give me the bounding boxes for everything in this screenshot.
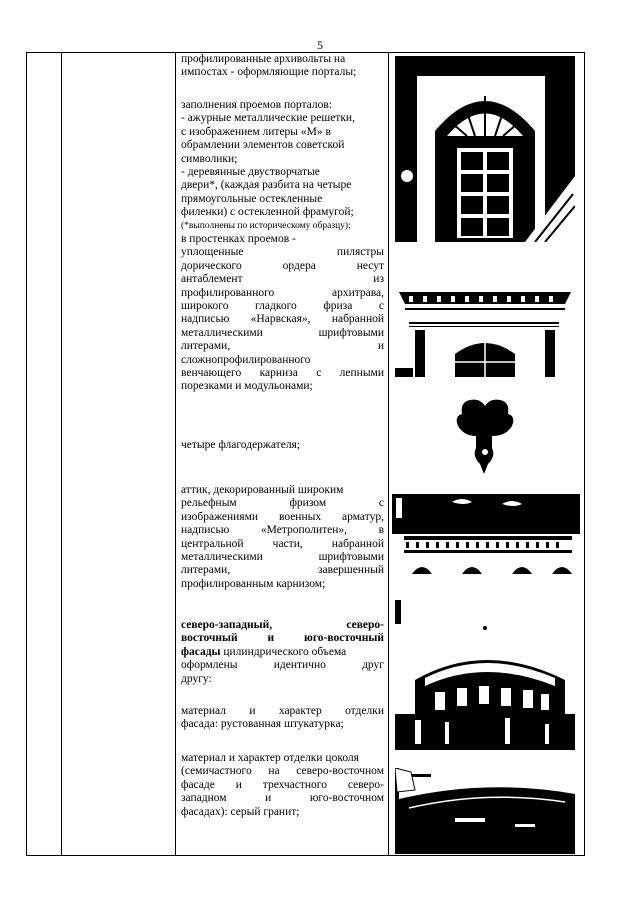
column-divider-2 (175, 52, 176, 856)
text-line: (семичастного на северо-восточном (181, 765, 384, 778)
text-line: символики; (181, 152, 238, 165)
text-line: цилиндрического объема (220, 645, 347, 658)
text-line: аттик, декорированный широким (181, 484, 344, 496)
photo-attic (392, 494, 580, 574)
photo-cylindrical-volume (395, 600, 575, 750)
text-line: надписью «Метрополитен», в (181, 524, 384, 537)
column-divider-1 (61, 52, 62, 856)
text-line: - деревянные двустворчатые (181, 166, 320, 179)
page-number: 5 (317, 38, 323, 52)
photo-portal-doorway (395, 56, 575, 242)
text-line: рельефным фризом с (181, 497, 384, 510)
text-line: импостах - оформляющие порталы; (181, 66, 357, 79)
text-line: фасада: рустованная штукатурка; (181, 718, 344, 731)
text-line: оформлены идентично друг (181, 659, 384, 672)
text-line: уплощенные пилястры (181, 246, 384, 259)
portal-fillings-block (181, 99, 384, 233)
facade-finish-block (181, 705, 384, 732)
table-border-left (26, 52, 27, 856)
text-line: четыре флагодержателя; (181, 439, 301, 451)
text-line: другу: (181, 672, 212, 685)
text-line: литерами, и (181, 340, 384, 353)
table-border-right (584, 52, 585, 856)
facade-heading: восточный и юго-восточный (181, 632, 384, 645)
facade-heading: северо-западный, северо- (181, 619, 384, 631)
text-line: порезками и модульонами; (181, 380, 313, 393)
text-line: венчающего карниза с лепными (181, 367, 384, 380)
archivolts-block (181, 53, 384, 80)
text-line: антаблемент из (181, 273, 384, 286)
facade-heading: фасады (181, 645, 221, 658)
text-line: сложнопрофилированного (181, 353, 311, 366)
cylinder-facades-block (181, 619, 384, 686)
text-line: литерами, завершенный (181, 564, 384, 577)
text-line: металлическими шрифтовыми (181, 326, 384, 339)
text-line: металлическими шрифтовыми (181, 551, 384, 564)
text-line: профилированного архитрава, (181, 286, 384, 299)
text-line: материал и характер отделки цоколя (181, 752, 359, 764)
plinth-finish-block (181, 752, 384, 819)
column-divider-3 (388, 52, 389, 856)
text-line: обрамлении элементов советской (181, 139, 345, 152)
text-line: надписью «Нарвская», набранной (181, 313, 384, 326)
text-line: изображениями военных арматур, (181, 510, 384, 523)
text-line: западном и юго-восточном (181, 792, 384, 805)
text-line: фасаде и трехчастного северо- (181, 778, 384, 791)
text-line: фасадах): серый гранит; (181, 805, 300, 818)
attic-block (181, 484, 384, 591)
text-line: - ажурные металлические решетки, (181, 112, 355, 125)
flag-holders-block (181, 439, 384, 452)
photo-flag-holder (450, 396, 520, 476)
text-line: филенки) с остекленной фрамугой; (181, 206, 354, 219)
text-line: материал и характер отделки (181, 705, 384, 717)
footnote-line: (*выполнены по историческому образцу); (181, 220, 351, 231)
text-line: профилированные архивольты на (181, 53, 346, 65)
photo-entablature (395, 262, 575, 377)
table-bottom-border (26, 855, 585, 856)
text-line: широкого гладкого фриза с (181, 300, 384, 313)
text-line: заполнения проемов порталов: (181, 99, 332, 111)
text-line: центральной части, набранной (181, 537, 384, 550)
pilasters-block (181, 233, 384, 394)
text-line: дорического ордера несут (181, 259, 384, 272)
text-line: прямоугольные остекленные (181, 192, 323, 205)
photo-granite-plinth (395, 768, 575, 854)
text-line: с изображением литеры «М» в (181, 125, 331, 138)
text-line: профилированным карнизом; (181, 577, 326, 590)
text-line: двери*, (каждая разбита на четыре (181, 179, 352, 192)
text-line: в простенках проемов - (181, 233, 296, 245)
